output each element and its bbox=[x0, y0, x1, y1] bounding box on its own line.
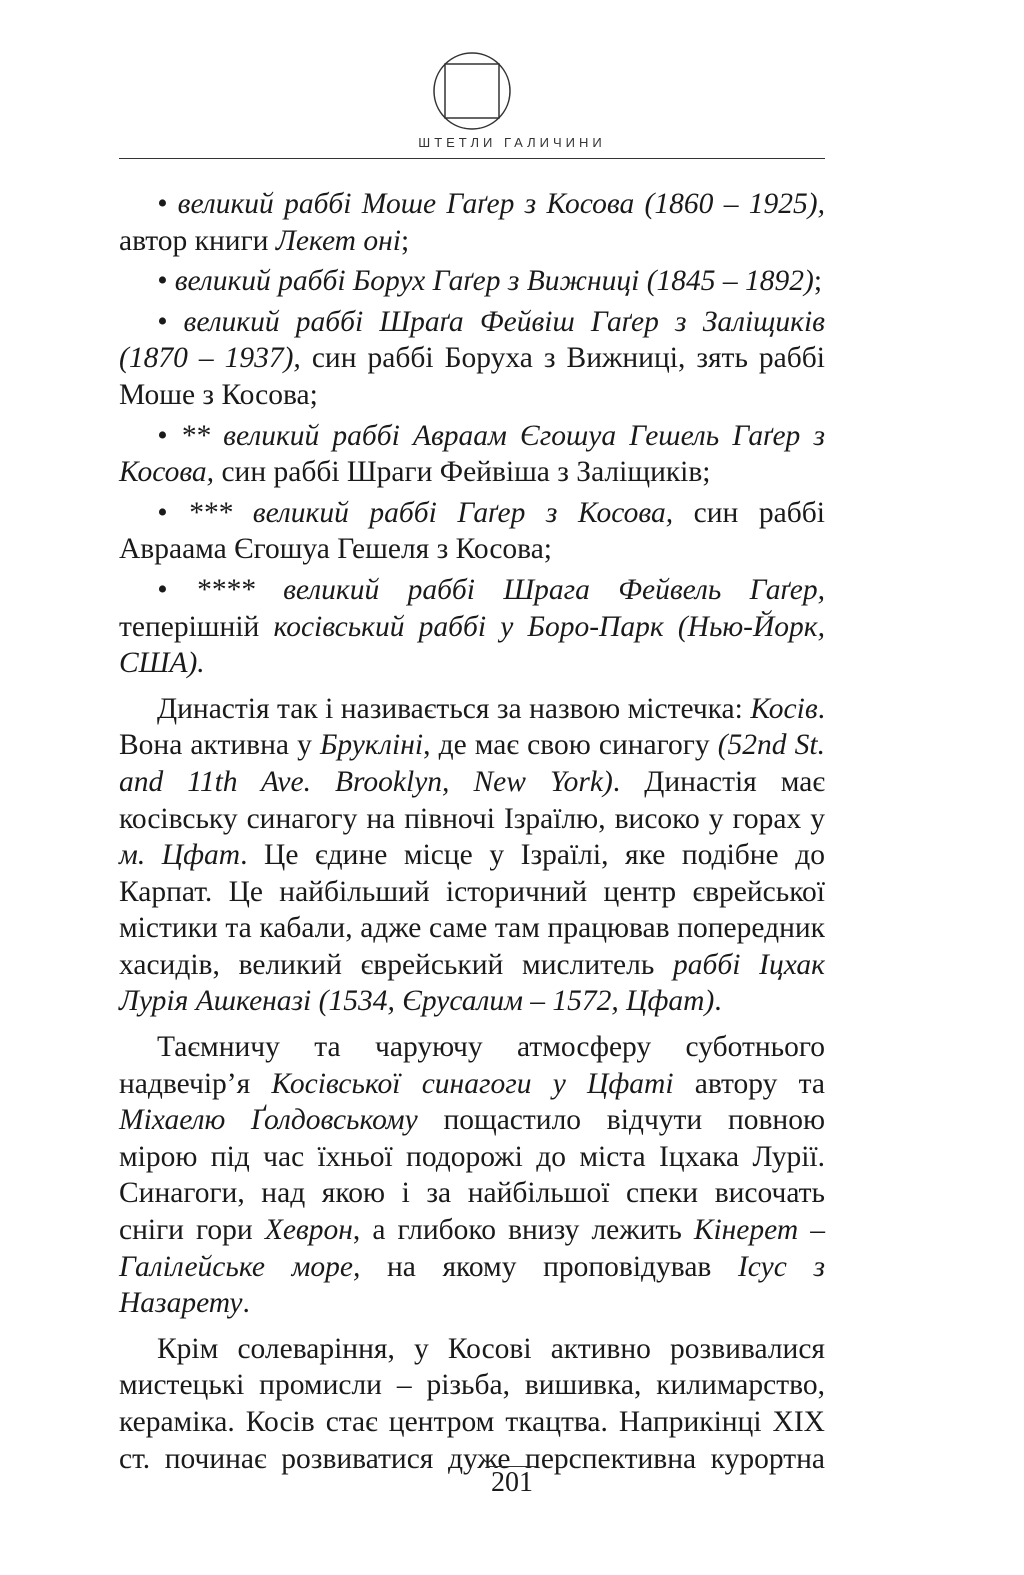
list-item: • *** великий раббі Гаґер з Косова, син раббі Авраама Єгошуа Гешеля з Косова; bbox=[119, 496, 825, 566]
list-item: • великий раббі Шраґа Фейвіш Гаґер з Заліщиків (1870 – 1937), син раббі Боруха з Вижниці, зять раббі Моше з Косова; bbox=[119, 305, 825, 411]
header-rule bbox=[119, 158, 825, 159]
paragraph: Династія так і називається за назвою містечка: Косів. Вона активна у Брукліні, де має свою синагогу (52nd St. and 11th Ave. Brooklyn, New York). Династія має косівську синагогу на півночі Ізраїлю, високо у горах у м. Цфат. Це єдине місце у Ізраїлі, яке подібне до Карпат. Це найбільший історичний центр єврейської містики та кабали, адже саме там працював попередник хасидів, великий єврейський мислитель раббі Іцхак Лурія Ашкеназі (1534, Єрусалим – 1572, Цфат). bbox=[119, 692, 825, 1018]
list-item: • **** великий раббі Шрага Фейвель Гаґер, теперішній косівський раббі у Боро-Парк (Нью-Йорк, США). bbox=[119, 573, 825, 680]
list-item: • ** великий раббі Авраам Єгошуа Гешель Гаґер з Косова, син раббі Шраги Фейвіша з Заліщиків; bbox=[119, 419, 825, 489]
list-item: • великий раббі Борух Гаґер з Вижниці (1845 – 1892); bbox=[157, 265, 823, 298]
paragraph: Таємничу та чаруючу атмосферу суботнього надвечір’я Косівської синагоги у Цфаті автору та Міхаелю Ґолдовському пощастило відчути повною мірою під час їхньої подорожі до міста Іцхака Лурії. Синагоги, над якою і за найбільшої спеки височать сніги гори Хеврон, а глибоко внизу лежить Кінерет – Галілейське море, на якому проповідував Ісус з Назарету. bbox=[119, 1031, 826, 1320]
list-item: • великий раббі Моше Гаґер з Косова (1860 – 1925), автор книги Лекет оні; bbox=[119, 188, 825, 257]
running-head: ШТЕТЛИ ГАЛИЧИНИ bbox=[418, 135, 606, 150]
publisher-emblem-icon bbox=[431, 50, 513, 132]
page-number: 201 bbox=[0, 1468, 1024, 1498]
body-text bbox=[119, 186, 825, 1477]
paragraph: Крім солеваріння, у Косові активно розвивалися мистецькі промисли – різьба, вишивка, килимарство, кераміка. Косів стає центром ткацтва. Наприкінці XIX ст. починає розвиватися дуже перспективна курортна bbox=[119, 1332, 825, 1475]
